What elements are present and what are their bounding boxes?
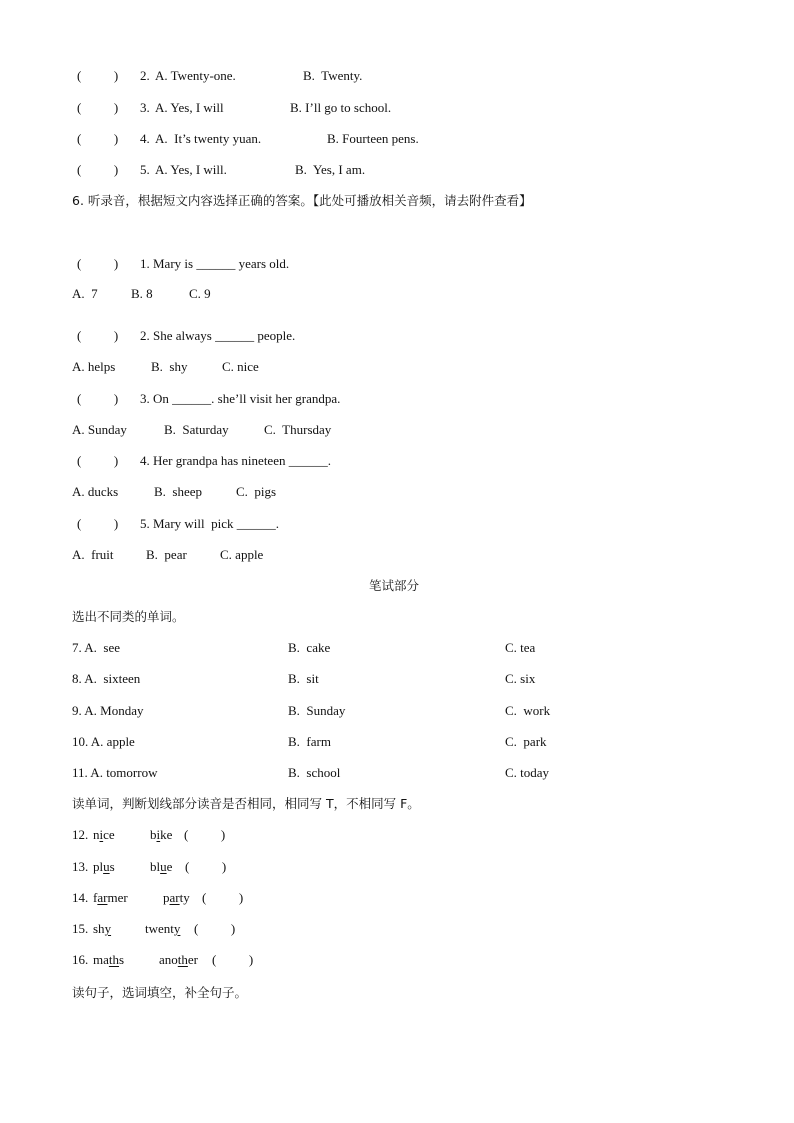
option-a: A. Yes, I will. [155, 162, 227, 177]
option-a: A. Sunday [72, 422, 127, 437]
option-c: C. Thursday [264, 422, 332, 437]
option-a: A. It’s twenty yuan. [155, 131, 262, 146]
option-c: C. park [505, 734, 547, 749]
question-text: 4. Her grandpa has nineteen ______. [140, 453, 331, 468]
word-2: blue [150, 859, 173, 874]
answer-bracket: ( ) [77, 162, 119, 177]
word-2: twenty [145, 921, 181, 936]
answer-bracket: ( ) [194, 921, 236, 936]
answer-bracket: ( ) [77, 328, 119, 343]
option-a: A. fruit [72, 547, 114, 562]
option-a: A. ducks [72, 484, 119, 499]
option-b: B. sit [288, 671, 319, 686]
question-number: 12. [72, 827, 89, 842]
option-a: 10. A. apple [72, 734, 135, 749]
option-c: C. nice [222, 359, 259, 374]
option-b: B. sheep [154, 484, 203, 499]
option-a: 8. A. sixteen [72, 671, 141, 686]
answer-bracket: ( ) [77, 516, 119, 531]
written-part-heading: 笔试部分 [369, 578, 420, 593]
answer-bracket: ( ) [184, 827, 226, 842]
option-a: 9. A. Monday [72, 703, 144, 718]
answer-bracket: ( ) [77, 256, 119, 271]
question-number: 14. [72, 890, 89, 905]
option-b: B. farm [288, 734, 331, 749]
underlined-part: i [99, 827, 104, 842]
option-c: C. six [505, 671, 536, 686]
answer-bracket: ( ) [185, 859, 227, 874]
underlined-part: u [103, 859, 110, 874]
question-number: 4. [140, 131, 150, 146]
option-b: B. school [288, 765, 341, 780]
question-number: 15. [72, 921, 89, 936]
underlined-part: ar [97, 890, 108, 905]
word-1: shy [93, 921, 112, 936]
option-b: B. Sunday [288, 703, 346, 718]
option-b: B. Saturday [164, 422, 229, 437]
option-c: C. work [505, 703, 551, 718]
underlined-part: i [156, 827, 161, 842]
word-1: plus [93, 859, 115, 874]
word-1: maths [93, 952, 125, 967]
phonics-instruction: 读单词，判断划线部分读音是否相同，相同写 T，不相同写 F。 [72, 796, 420, 811]
option-a: A. Yes, I will [155, 100, 224, 115]
option-c: C. apple [220, 547, 264, 562]
option-a: A. Twenty-one. [155, 68, 236, 83]
question-number: 16. [72, 952, 89, 967]
answer-bracket: ( ) [77, 68, 119, 83]
option-a: 11. A. tomorrow [72, 765, 158, 780]
underlined-part: y [173, 921, 181, 936]
option-b: B. cake [288, 640, 331, 655]
option-b: B. 8 [131, 286, 153, 301]
option-b: B. Fourteen pens. [327, 131, 419, 146]
option-b: B. Yes, I am. [295, 162, 366, 177]
underlined-part: th [108, 952, 120, 967]
question-text: 2. She always ______ people. [140, 328, 296, 343]
word-2: bike [150, 827, 173, 842]
option-b: B. shy [151, 359, 188, 374]
question-text: 1. Mary is ______ years old. [140, 256, 290, 271]
answer-bracket: ( ) [77, 453, 119, 468]
option-a: 7. A. see [72, 640, 121, 655]
fill-blank-instruction: 读句子，选词填空，补全句子。 [72, 985, 248, 1000]
answer-bracket: ( ) [212, 952, 254, 967]
question-number: 13. [72, 859, 89, 874]
underlined-part: ar [169, 890, 180, 905]
word-2: party [163, 890, 190, 905]
option-a: A. 7 [72, 286, 98, 301]
option-a: A. helps [72, 359, 116, 374]
option-b: B. pear [146, 547, 187, 562]
question-text: 5. Mary will pick ______. [140, 516, 280, 531]
underlined-part: th [177, 952, 188, 967]
option-b: B. I’ll go to school. [290, 100, 392, 115]
option-c: C. 9 [189, 286, 211, 301]
option-b: B. Twenty. [303, 68, 363, 83]
option-c: C. pigs [236, 484, 277, 499]
underlined-part: y [104, 921, 112, 936]
option-c: C. today [505, 765, 550, 780]
word-2: another [159, 952, 199, 967]
word-1: farmer [93, 890, 128, 905]
question-text: 3. On ______. she’ll visit her grandpa. [140, 391, 341, 406]
question-number: 5. [140, 162, 150, 177]
answer-bracket: ( ) [77, 391, 119, 406]
option-c: C. tea [505, 640, 536, 655]
answer-bracket: ( ) [202, 890, 244, 905]
odd-one-out-instruction: 选出不同类的单词。 [72, 609, 185, 624]
section-6-instruction: 6. 听录音，根据短文内容选择正确的答案。【此处可播放相关音频，请去附件查看】 [72, 193, 532, 208]
word-1: nice [93, 827, 115, 842]
question-number: 3. [140, 100, 150, 115]
answer-bracket: ( ) [77, 131, 119, 146]
question-number: 2. [140, 68, 150, 83]
underlined-part: u [160, 859, 167, 874]
answer-bracket: ( ) [77, 100, 119, 115]
